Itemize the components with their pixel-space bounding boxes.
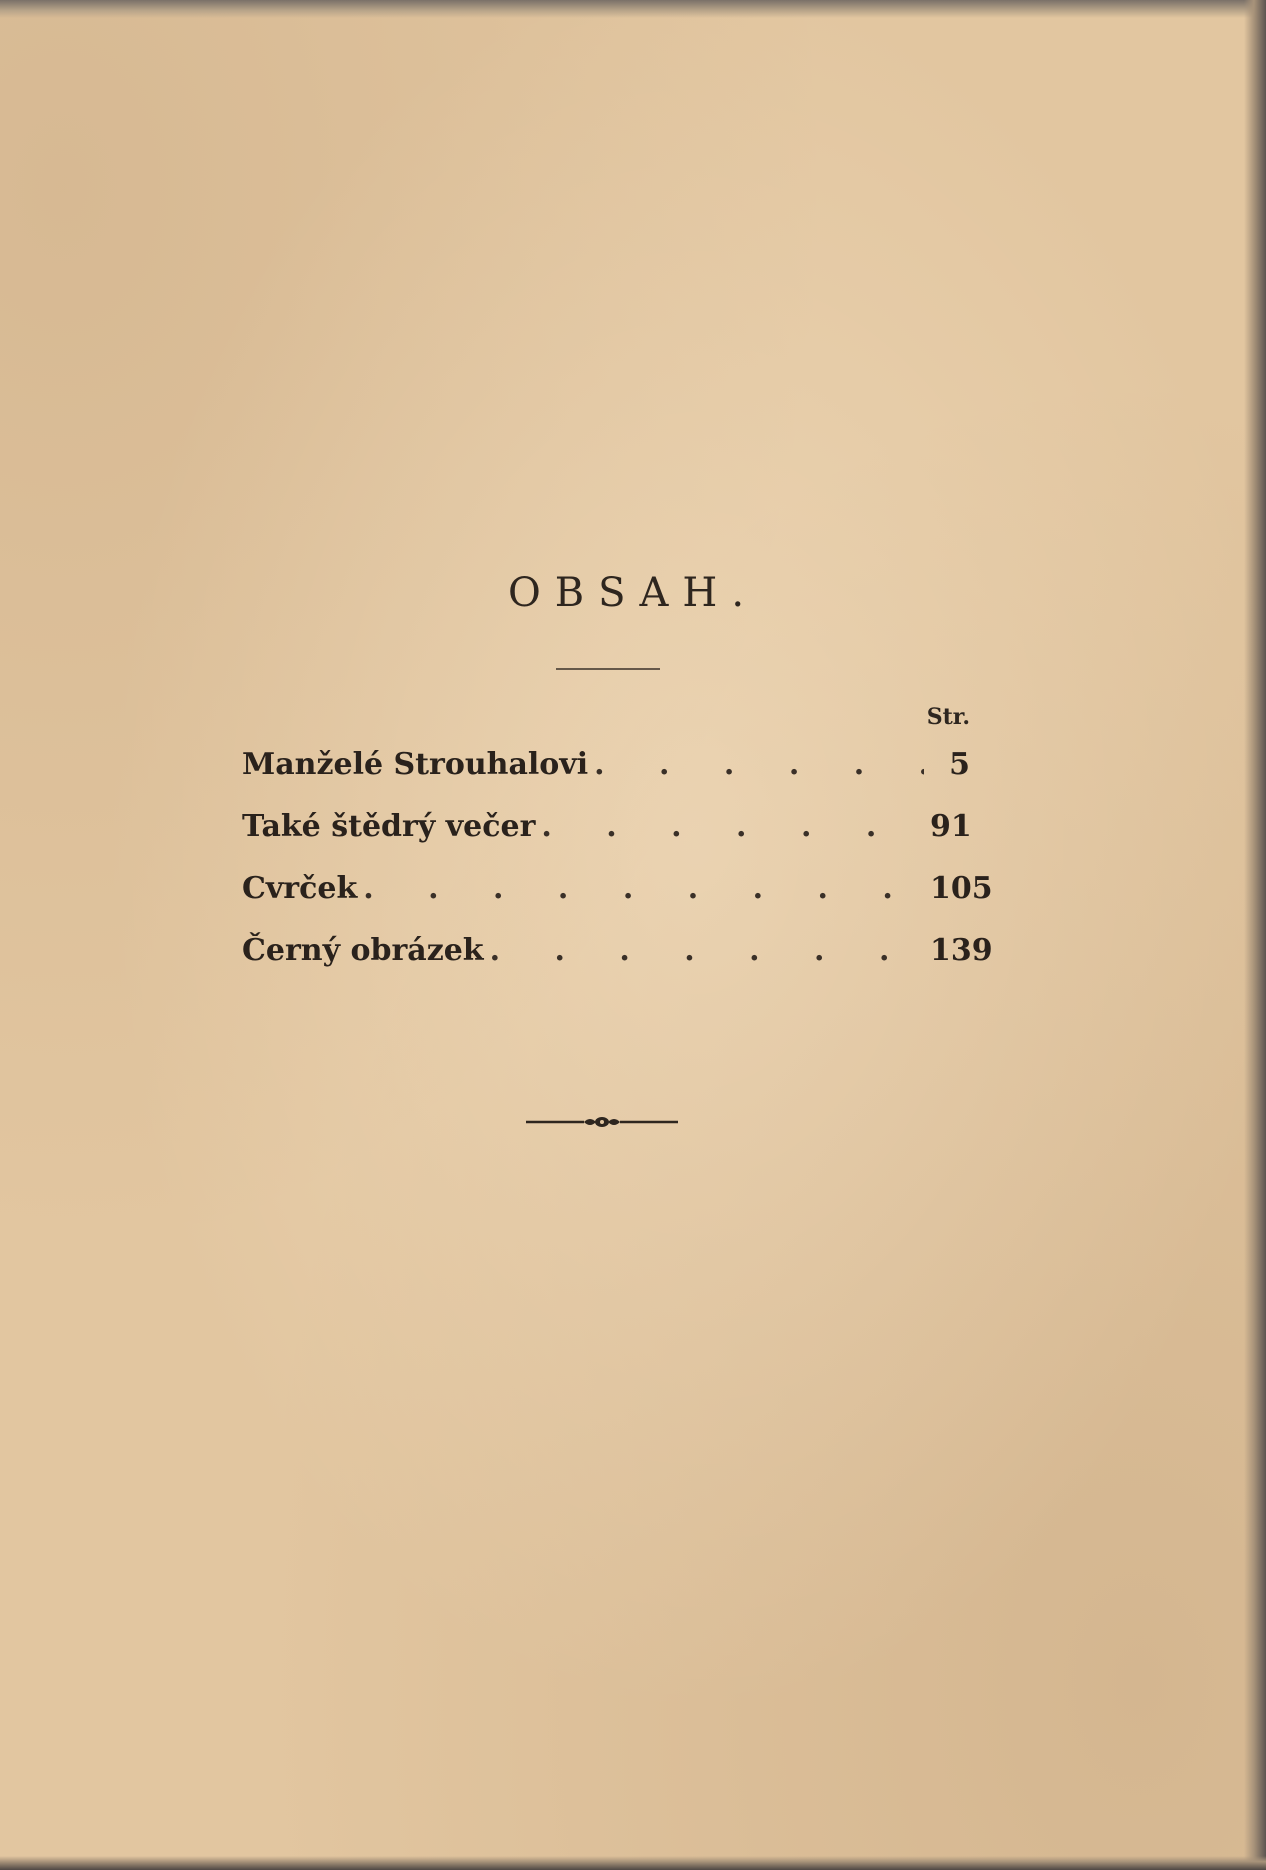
dot-leader (490, 920, 924, 982)
dot-leader (594, 734, 924, 796)
toc-entry (242, 858, 993, 920)
toc-entry-title: Také štědrý večer (242, 809, 536, 844)
ornament-divider-icon (522, 1104, 682, 1140)
toc-entry (242, 734, 970, 796)
toc-entry-page: 91 (930, 809, 972, 844)
page-column-label: Str. (926, 704, 970, 730)
toc-entry-title: Cvrček (242, 871, 358, 906)
table-of-contents (242, 700, 993, 982)
dot-leader (541, 796, 924, 858)
toc-entry-page: 139 (930, 933, 993, 968)
toc-entry (242, 920, 993, 982)
toc-entry-title: Černý obrázek (242, 933, 484, 968)
title-rule (556, 668, 660, 670)
toc-entry-title: Manželé Strouhalovi (242, 747, 589, 782)
dot-leader (363, 858, 924, 920)
toc-entry (242, 796, 970, 858)
toc-entry-page: 105 (930, 871, 993, 906)
toc-entry-page: 5 (949, 747, 970, 782)
page-title: OBSAH. (507, 570, 759, 616)
